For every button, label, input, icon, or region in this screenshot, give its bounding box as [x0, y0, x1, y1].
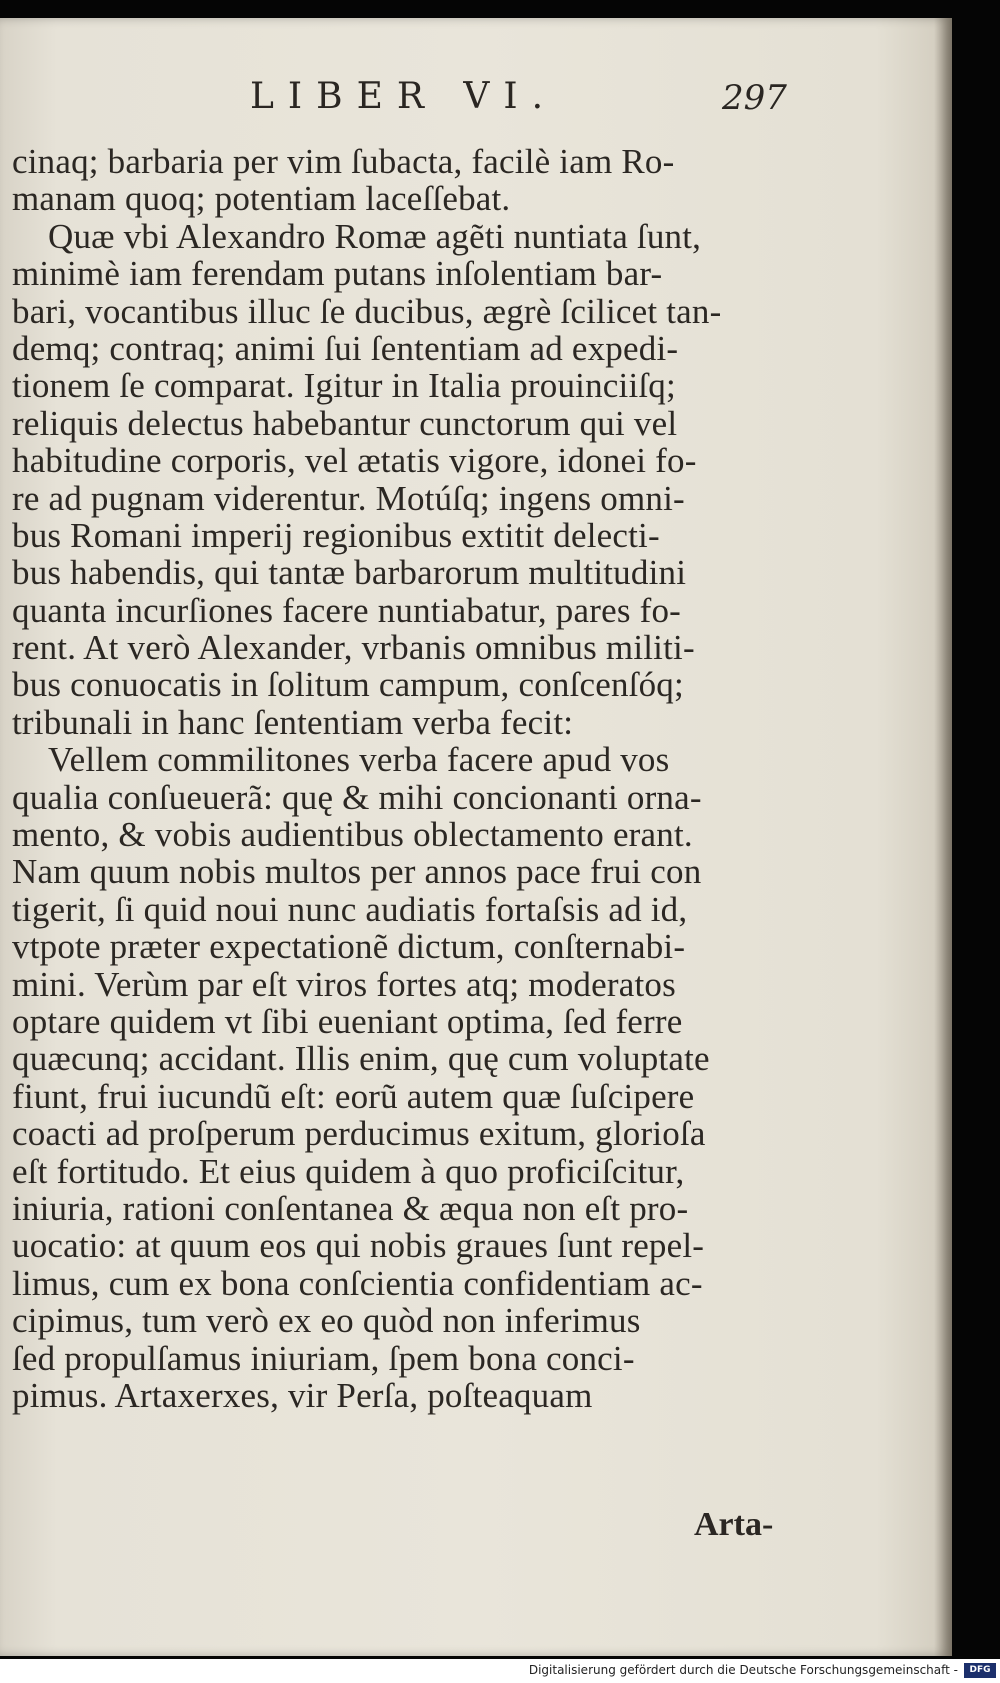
- text-line: re ad pugnam viderentur. Motúſq; ingens omni-: [12, 478, 685, 518]
- text-line: bus conuocatis in ſolitum campum, conſcenſóq;: [12, 665, 684, 705]
- text-line: qualia conſueuerã: quę & mihi concionanti orna-: [12, 777, 702, 817]
- footer-credit: Digitalisierung gefördert durch die Deutsche Forschungsgemeinschaft -: [528, 1663, 958, 1677]
- footer-bar: [0, 1659, 1000, 1683]
- text-line: bus Romani imperij regionibus extitit delecti-: [12, 515, 660, 555]
- text-line: tribunali in hanc ſententiam verba fecit:: [12, 702, 574, 742]
- text-line: pimus. Artaxerxes, vir Perſa, poſteaquam: [12, 1375, 593, 1415]
- body-text: [12, 143, 782, 1414]
- text-line: manam quoq; potentiam laceſſebat.: [12, 179, 511, 219]
- text-line: Vellem commilitones verba facere apud vos: [48, 740, 670, 780]
- text-line: quanta incurſiones facere nuntiabatur, pares fo-: [12, 590, 682, 630]
- page-header: [0, 76, 952, 136]
- text-line: limus, cum ex bona conſcientia confidentiam ac-: [12, 1263, 703, 1303]
- text-line: bus habendis, qui tantæ barbarorum multitudini: [12, 553, 687, 593]
- text-line: Nam quum nobis multos per annos pace frui con: [12, 852, 702, 892]
- text-line: cipimus, tum verò ex eo quòd non inferimus: [12, 1301, 641, 1341]
- text-line: optare quidem vt ſibi eueniant optima, ſed ferre: [12, 1001, 683, 1041]
- text-line: coacti ad proſperum perducimus exitum, glorioſa: [12, 1114, 706, 1154]
- text-line: fiunt, frui iucundũ eſt: eorũ autem quæ ſuſcipere: [12, 1076, 695, 1116]
- page-edge-shadow: [934, 18, 952, 1656]
- text-line: rent. At verò Alexander, vrbanis omnibus militi-: [12, 628, 695, 668]
- book-page: [0, 18, 952, 1656]
- text-line: Quæ vbi Alexandro Romæ agẽti nuntiata ſunt,: [48, 216, 702, 256]
- dfg-logo: DFG: [964, 1663, 996, 1678]
- text-line: iniuria, rationi conſentanea & æqua non eſt pro-: [12, 1188, 689, 1228]
- text-line: eſt fortitudo. Et eius quidem à quo proficiſcitur,: [12, 1151, 685, 1191]
- text-line: minimè iam ferendam putans inſolentiam bar-: [12, 254, 663, 294]
- catchword: Arta-: [694, 1506, 774, 1543]
- text-line: cinaq; barbaria per vim ſubacta, facilè iam Ro-: [12, 142, 675, 181]
- text-line: vtpote præter expectationẽ dictum, conſternabi-: [12, 927, 686, 967]
- text-line: tionem ſe comparat. Igitur in Italia prouinciiſq;: [12, 366, 676, 406]
- text-line: demq; contraq; animi ſui ſententiam ad expedi-: [12, 328, 679, 368]
- text-line: mento, & vobis audientibus oblectamento erant.: [12, 815, 693, 855]
- running-head: LIBER VI.: [250, 76, 558, 117]
- text-line: mini. Verùm par eſt viros fortes atq; moderatos: [12, 964, 676, 1004]
- text-line: tigerit, ſi quid noui nunc audiatis fortaſsis ad id,: [12, 889, 688, 929]
- text-line: quæcunq; accidant. Illis enim, quę cum voluptate: [12, 1039, 710, 1079]
- text-line: habitudine corporis, vel ætatis vigore, idonei fo-: [12, 441, 697, 481]
- page-number: 297: [722, 78, 787, 118]
- text-line: ſed propulſamus iniuriam, ſpem bona conci-: [12, 1338, 635, 1378]
- text-line: bari, vocantibus illuc ſe ducibus, ægrè ſcilicet tan-: [12, 291, 722, 331]
- text-line: reliquis delectus habebantur cunctorum qui vel: [12, 403, 678, 443]
- text-line: uocatio: at quum eos qui nobis graues ſunt repel-: [12, 1226, 705, 1266]
